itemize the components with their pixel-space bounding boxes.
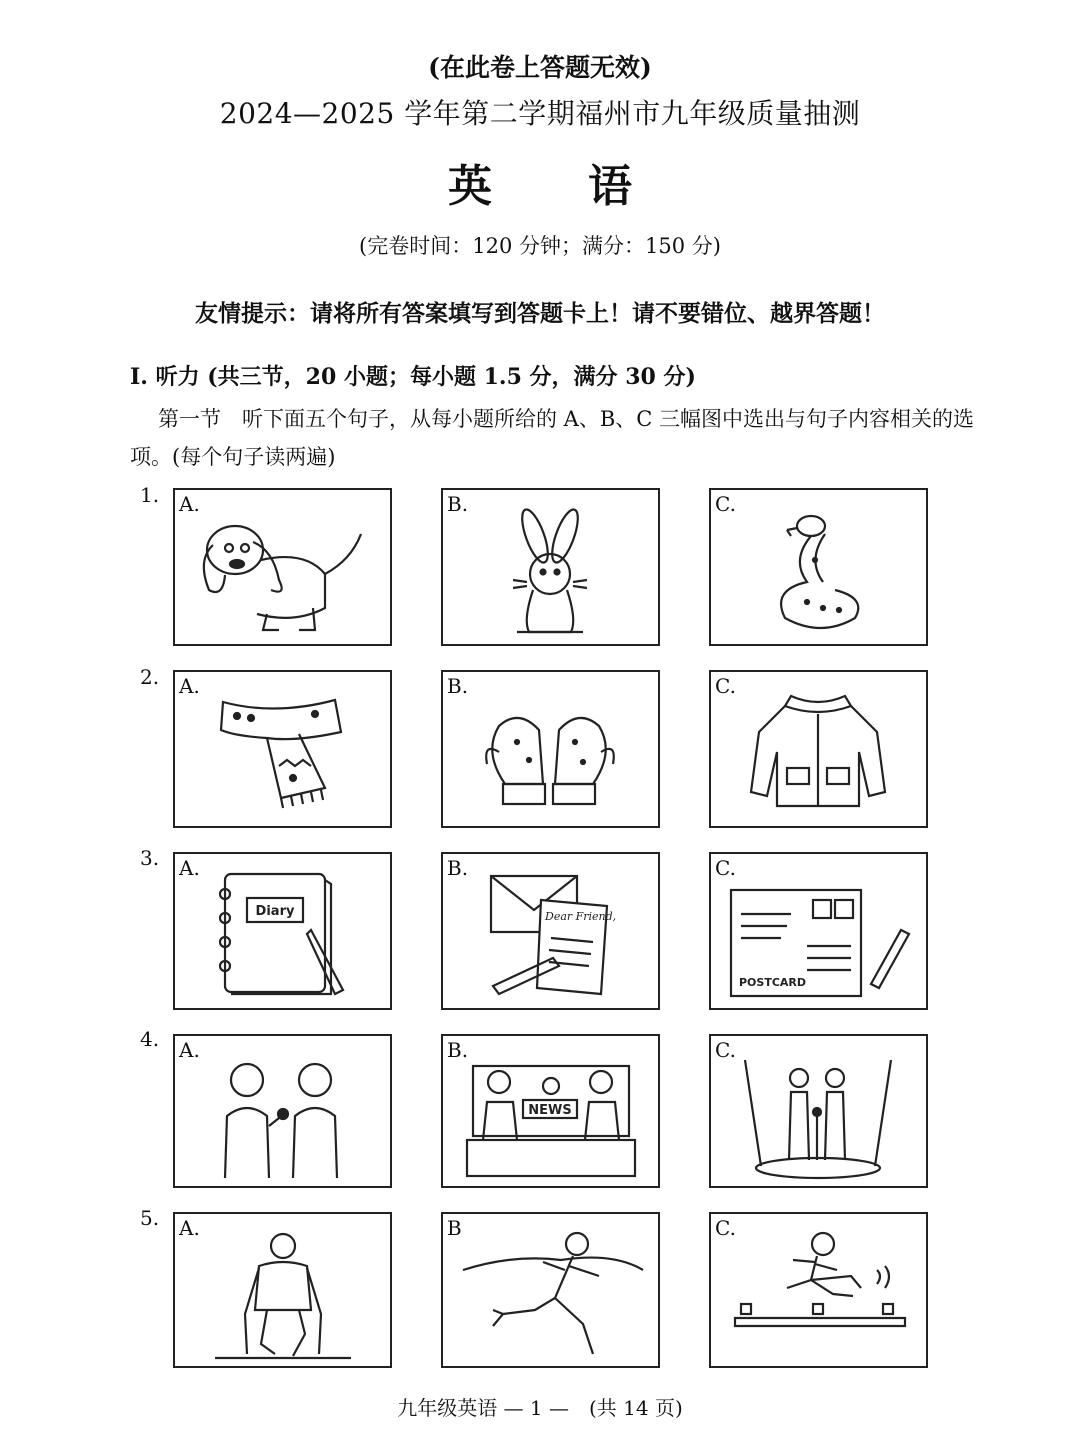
option-letter: B. bbox=[447, 856, 469, 880]
rabbit-icon bbox=[443, 490, 658, 644]
diary-icon bbox=[175, 854, 390, 1008]
mittens-icon bbox=[443, 672, 658, 826]
snake-icon bbox=[711, 490, 926, 644]
option-box[interactable] bbox=[709, 488, 928, 646]
option-box[interactable] bbox=[441, 670, 660, 828]
question-number: 4. bbox=[140, 1027, 160, 1051]
invalid-answer-notice: (在此卷上答题无效) bbox=[428, 53, 652, 82]
option-box[interactable] bbox=[173, 670, 392, 828]
part-one-instruction: 第一节 听下面五个句子，从每小题所给的 A、B、C 三幅图中选出与句子内容相关的选项。(每个句子读两遍) bbox=[130, 407, 975, 469]
postcard-icon bbox=[711, 854, 926, 1008]
option-box[interactable] bbox=[441, 1034, 660, 1188]
news-label: NEWS bbox=[528, 1103, 572, 1118]
interview-icon bbox=[175, 1036, 390, 1186]
news-anchors-icon bbox=[443, 1036, 658, 1186]
finish-line-icon bbox=[443, 1214, 658, 1366]
option-letter: A. bbox=[179, 674, 200, 698]
jacket-icon bbox=[711, 672, 926, 826]
question-number: 2. bbox=[140, 665, 160, 689]
page-footer: 九年级英语 — 1 — (共 14 页) bbox=[397, 1396, 683, 1420]
letter-icon bbox=[443, 854, 658, 1008]
sprint-start-icon bbox=[175, 1214, 390, 1366]
postcard-label: POSTCARD bbox=[739, 976, 807, 989]
option-box[interactable] bbox=[173, 1212, 392, 1368]
exam-title: 2024—2025 学年第二学期福州市九年级质量抽测 bbox=[219, 97, 861, 130]
option-letter: B. bbox=[447, 492, 469, 516]
option-letter: B. bbox=[447, 674, 469, 698]
option-letter: A. bbox=[179, 1216, 200, 1240]
option-box[interactable] bbox=[441, 1212, 660, 1368]
option-box[interactable] bbox=[709, 1212, 928, 1368]
option-letter: A. bbox=[179, 1038, 200, 1062]
question-number: 1. bbox=[140, 483, 160, 507]
option-box[interactable] bbox=[709, 670, 928, 828]
stage-hosts-icon bbox=[711, 1036, 926, 1186]
question-number: 3. bbox=[140, 846, 160, 870]
option-box[interactable] bbox=[709, 852, 928, 1010]
option-letter: C. bbox=[715, 492, 736, 516]
option-box[interactable] bbox=[173, 488, 392, 646]
option-box[interactable] bbox=[173, 1034, 392, 1188]
option-letter: A. bbox=[179, 856, 200, 880]
letter-greeting: Dear Friend, bbox=[545, 910, 617, 923]
option-letter: C. bbox=[715, 674, 736, 698]
diary-label: Diary bbox=[255, 904, 295, 919]
answer-reminder: 友情提示：请将所有答案填写到答题卡上！请不要错位、越界答题！ bbox=[195, 300, 885, 327]
option-letter: C. bbox=[715, 1216, 736, 1240]
listening-section-heading: I. 听力 (共三节，20 小题；每小题 1.5 分，满分 30 分) bbox=[130, 364, 696, 390]
option-box[interactable] bbox=[441, 488, 660, 646]
question-number: 5. bbox=[140, 1206, 160, 1230]
option-letter: B. bbox=[447, 1038, 469, 1062]
long-jump-icon bbox=[711, 1214, 926, 1366]
option-letter: C. bbox=[715, 1038, 736, 1062]
scarf-icon bbox=[175, 672, 390, 826]
option-letter: C. bbox=[715, 856, 736, 880]
puppy-icon bbox=[175, 490, 390, 644]
option-box[interactable] bbox=[441, 852, 660, 1010]
time-and-score-info: (完卷时间：120 分钟；满分：150 分) bbox=[359, 234, 721, 258]
option-box[interactable] bbox=[173, 852, 392, 1010]
subject-title: 英语 bbox=[448, 161, 728, 212]
option-box[interactable] bbox=[709, 1034, 928, 1188]
option-letter: B bbox=[447, 1216, 462, 1240]
option-letter: A. bbox=[179, 492, 200, 516]
